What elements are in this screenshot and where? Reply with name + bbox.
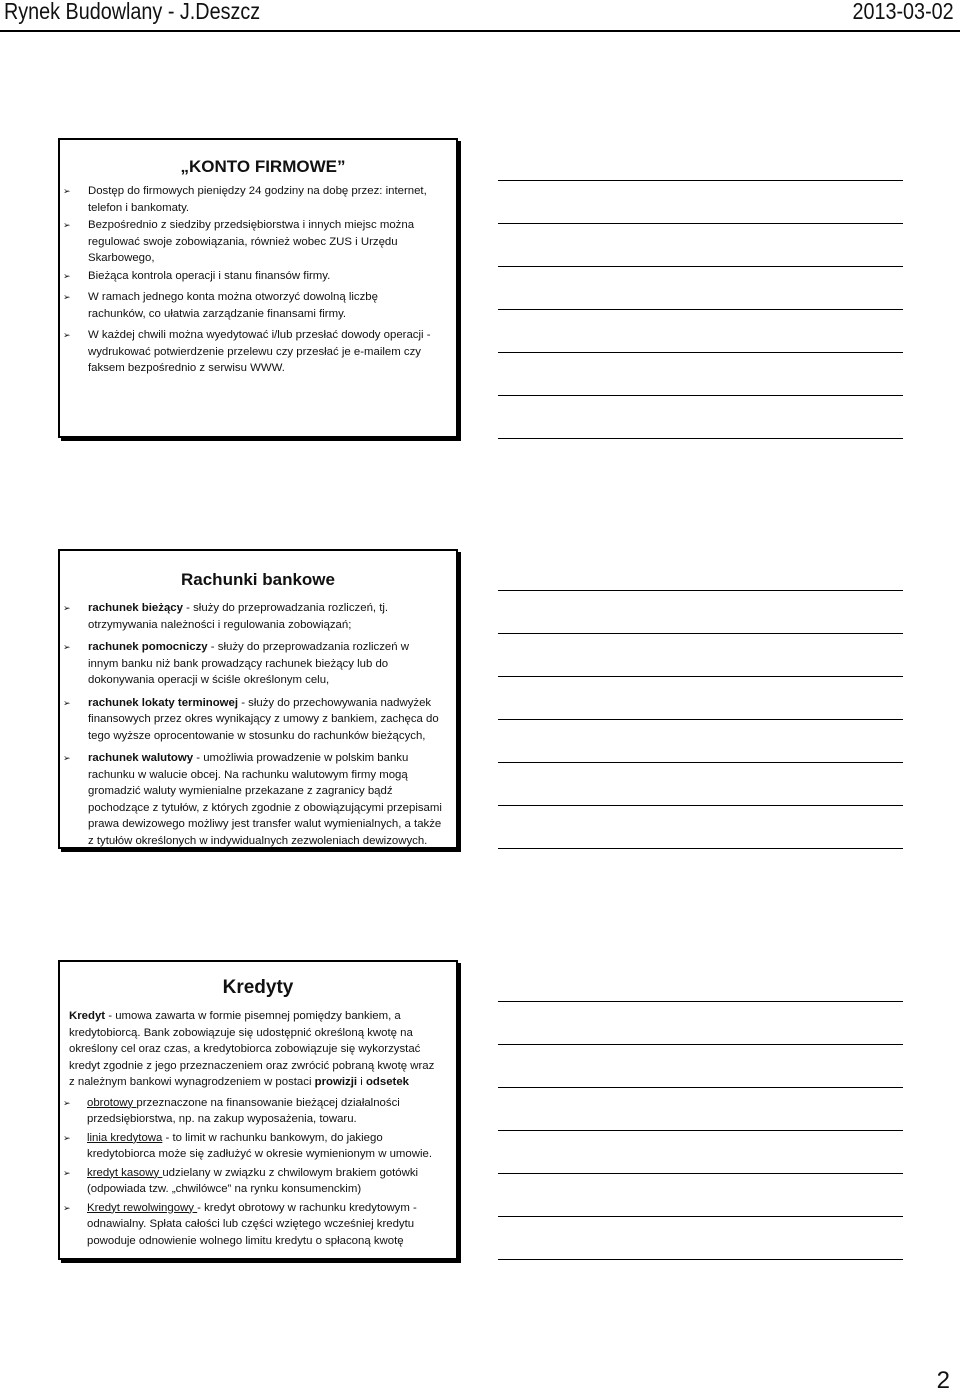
- term: rachunek bieżący: [88, 602, 183, 614]
- term: obrotowy: [87, 1096, 137, 1109]
- note-line: [498, 1044, 903, 1045]
- list-item: [60, 289, 438, 322]
- list-item: [60, 639, 442, 689]
- note-line: [498, 676, 903, 677]
- bullet-text: Bezpośrednio z siedziby przedsiębiorstwa i innych miejsc można regulować swoje zobowiązania, również wobec ZUS i Urzędu Skarbowego,: [88, 219, 415, 264]
- note-line: [498, 1130, 903, 1131]
- term: rachunek walutowy: [88, 752, 194, 764]
- list-item: [60, 1130, 442, 1163]
- slide-kredyty: [58, 960, 458, 1260]
- arrow-bullet-icon: ➢: [63, 1167, 71, 1178]
- list-item: [60, 1165, 442, 1198]
- arrow-bullet-icon: ➢: [63, 330, 71, 340]
- list-item: [60, 183, 438, 216]
- term: Kredyt: [69, 1010, 106, 1022]
- note-line: [498, 1001, 903, 1002]
- note-line: [498, 848, 903, 849]
- term-odsetek: odsetek: [365, 1076, 409, 1088]
- definition: - służy do przeprowadzania rozliczeń, tj. otrzymywania należności i regulowania zobowiązań;: [88, 602, 389, 631]
- list-item: [60, 1095, 442, 1128]
- definition: udzielany w związku z chwilowym brakiem gotówki (odpowiada tzw. „chwilówce” na rynku konsumenckim): [87, 1166, 419, 1195]
- term: linia kredytowa: [87, 1131, 163, 1144]
- note-line: [498, 719, 903, 720]
- note-line: [498, 1216, 903, 1217]
- note-line: [498, 590, 903, 591]
- term: kredyt kasowy: [87, 1166, 163, 1179]
- list-item: [60, 695, 442, 745]
- intro-paragraph: [60, 999, 456, 1091]
- note-line: [498, 395, 903, 396]
- definition: - umowa zawarta w formie pisemnej pomiędzy bankiem, a kredytobiorcą. Bank zobowiązuje się udostępnić określoną kwotę na określony cel oraz czas, a kredytobiorca zobowiązuje się wykorzystać kredyt zgodnie z jego przeznaczeniem oraz zwrócić pobraną kwotę wraz z należnym bankowi wynagrodzeniem w postaci: [69, 1010, 435, 1088]
- slide-title: Kredyty: [222, 977, 294, 998]
- list-item: [60, 750, 442, 849]
- conjunction: i: [357, 1076, 366, 1088]
- arrow-bullet-icon: ➢: [63, 642, 71, 652]
- header-divider: [0, 30, 960, 32]
- bullet-text: W każdej chwili można wyedytować i/lub przesłać dowody operacji - wydrukować potwierdzenie przelewu czy przesłać je e-mailem czy faksem bezpośrednio z serwisu WWW.: [88, 329, 431, 374]
- arrow-bullet-icon: ➢: [63, 1132, 71, 1143]
- note-line: [498, 180, 903, 181]
- definition: - to limit w rachunku bankowym, do jakiego kredytobiorca może się zadłużyć w okresie wymienionym w umowie.: [87, 1131, 433, 1160]
- bullet-text: Bieżąca kontrola operacji i stanu finansów firmy.: [88, 269, 331, 282]
- list-item: [60, 217, 438, 267]
- arrow-bullet-icon: ➢: [63, 292, 71, 302]
- definition: - umożliwia prowadzenie w polskim banku rachunku w walucie obcej. Na rachunku walutowym firmy mogą gromadzić waluty wymienialne przekazane z zagranicy bądź pochodzące z tytułów, z których zgodnie z obowiązującymi przepisami prawa dewizowego możliwy jest transfer walut wymienialnych, a także z tytułów określonych w indywidualnych zezwoleniach dewizowych.: [88, 752, 442, 847]
- slide-rachunki-bankowe: [58, 549, 458, 849]
- note-line: [498, 266, 903, 267]
- term: rachunek lokaty terminowej: [88, 696, 239, 709]
- page-number: 2: [936, 1367, 950, 1394]
- bullet-list: [60, 1095, 456, 1250]
- term: Kredyt rewolwingowy: [87, 1201, 198, 1214]
- note-line: [498, 1173, 903, 1174]
- list-item: [60, 268, 438, 285]
- arrow-bullet-icon: ➢: [63, 1202, 71, 1213]
- note-line: [498, 1087, 903, 1088]
- term: rachunek pomocniczy: [88, 641, 208, 653]
- note-line: [498, 223, 903, 224]
- term-prowizji: prowizji: [314, 1076, 358, 1088]
- arrow-bullet-icon: ➢: [63, 186, 71, 196]
- document-header-date: 2013-03-02: [852, 0, 954, 24]
- bullet-text: W ramach jednego konta można otworzyć dowolną liczbę rachunków, co ułatwia zarządzanie finansami firmy.: [88, 291, 378, 320]
- list-item: [60, 327, 438, 377]
- definition: - służy do przechowywania nadwyżek finansowych przez okres wynikający z umowy z bankiem, zachęca do tego wyższe oprocentowanie w stosunku do rachunków bieżących,: [88, 696, 439, 742]
- note-line: [498, 438, 903, 439]
- bullet-list: [60, 183, 456, 377]
- bullet-list: [60, 600, 456, 849]
- note-line: [498, 762, 903, 763]
- note-line: [498, 633, 903, 634]
- definition: - służy do przeprowadzania rozliczeń w innym banku niż bank prowadzący rachunek bieżący lub do dokonywania operacji w ściśle określonym celu,: [88, 641, 409, 686]
- document-header-title: Rynek Budowlany - J.Deszcz: [4, 0, 261, 24]
- list-item: [60, 600, 442, 633]
- bullet-text: Dostęp do firmowych pieniędzy 24 godziny na dobę przez: internet, telefon i bankomaty.: [88, 185, 427, 214]
- slide-title: „KONTO FIRMOWE”: [180, 157, 346, 176]
- arrow-bullet-icon: ➢: [63, 697, 71, 708]
- arrow-bullet-icon: ➢: [63, 603, 71, 613]
- note-line: [498, 1259, 903, 1260]
- slide-title: Rachunki bankowe: [181, 570, 335, 589]
- arrow-bullet-icon: ➢: [63, 220, 71, 230]
- note-line: [498, 805, 903, 806]
- arrow-bullet-icon: ➢: [63, 1097, 71, 1108]
- note-line: [498, 352, 903, 353]
- list-item: [60, 1200, 442, 1250]
- definition: przeznaczone na finansowanie bieżącej działalności przedsiębiorstwa, np. na zakup wyposażenia, towaru.: [87, 1096, 400, 1125]
- arrow-bullet-icon: ➢: [63, 753, 71, 763]
- note-line: [498, 309, 903, 310]
- arrow-bullet-icon: ➢: [63, 270, 71, 281]
- slide-konto-firmowe: [58, 138, 458, 438]
- definition: - kredyt obrotowy w rachunku kredytowym - odnawialny. Spłata całości lub części wziętego wcześniej kredytu powoduje odnowienie wolnego limitu kredytu o spłaconą kwotę: [87, 1201, 417, 1247]
